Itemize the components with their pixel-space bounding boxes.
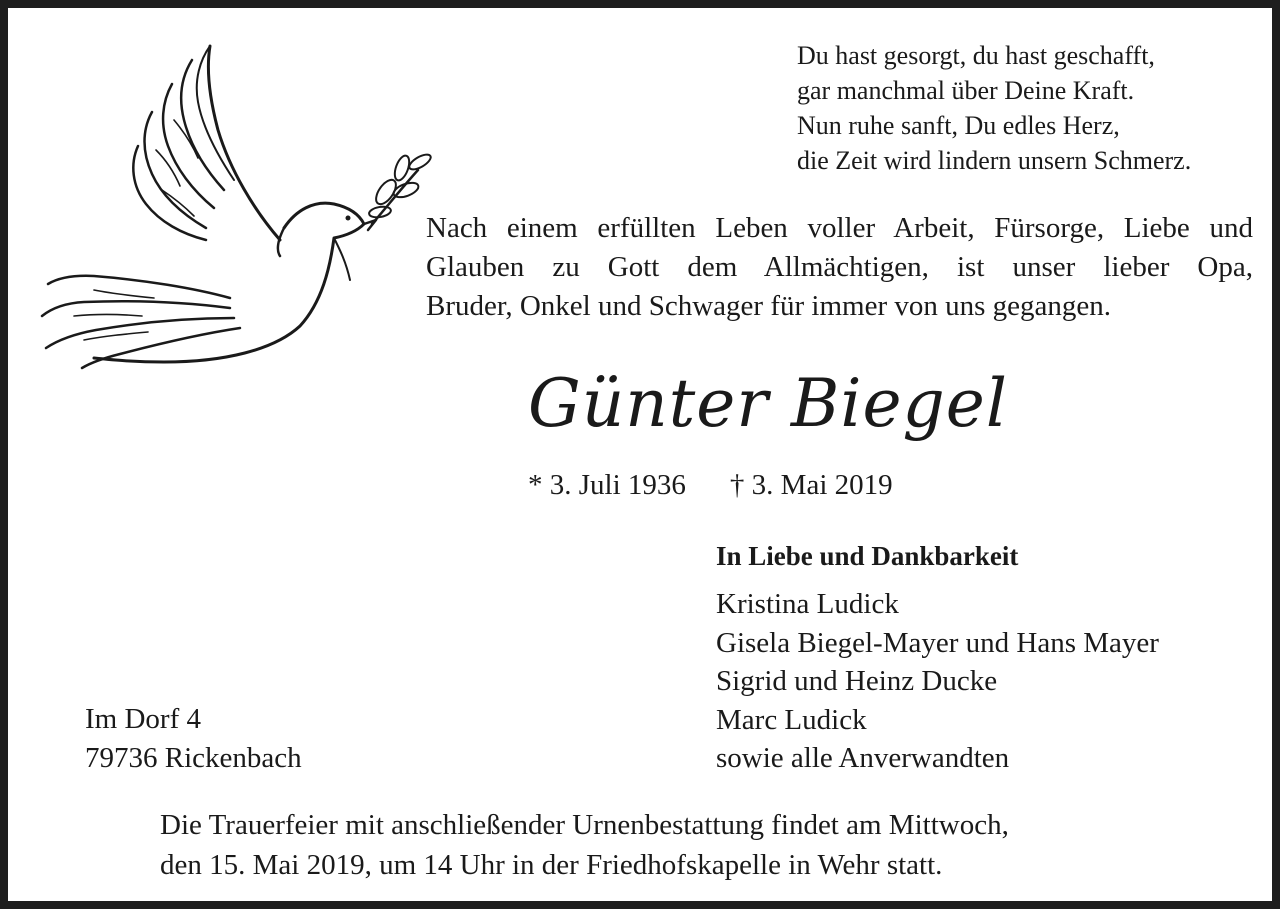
- mourner-name: Sigrid und Heinz Ducke: [716, 665, 998, 697]
- poem-line: Du hast gesorgt, du hast geschafft,: [797, 41, 1155, 70]
- funeral-line: Die Trauerfeier mit anschließender Urnenbestattung findet am Mittwoch,: [160, 809, 1009, 841]
- mourner-name: sowie alle Anverwandten: [716, 742, 1010, 774]
- deceased-name: Günter Biegel: [528, 365, 1008, 442]
- poem-line: Nun ruhe sanft, Du edles Herz,: [797, 111, 1120, 140]
- funeral-notice: [160, 805, 1009, 885]
- mourner-name: Gisela Biegel-Mayer und Hans Mayer: [716, 626, 1159, 659]
- intro-paragraph: [426, 209, 1253, 326]
- mourner-name: Kristina Ludick: [716, 588, 899, 620]
- intro-line: Glauben zu Gott dem Allmächtigen, ist unser lieber Opa,: [426, 251, 1253, 283]
- address-city: 79736 Rickenbach: [85, 741, 302, 774]
- dove-with-olive-branch-icon: [34, 40, 434, 376]
- mourner-name: Marc Ludick: [716, 703, 867, 736]
- birth-date: * 3. Juli 1936: [528, 469, 686, 501]
- mourners-list: [716, 585, 1159, 778]
- funeral-line: den 15. Mai 2019, um 14 Uhr in der Friedhofskapelle in Wehr statt.: [160, 849, 943, 881]
- intro-line: Nach einem erfüllten Leben voller Arbeit, Fürsorge, Liebe und: [426, 212, 1253, 244]
- address-street: Im Dorf 4: [85, 703, 201, 735]
- death-date: † 3. Mai 2019: [729, 469, 893, 501]
- intro-line: Bruder, Onkel und Schwager für immer von uns gegangen.: [426, 290, 1111, 322]
- poem-line: gar manchmal über Deine Kraft.: [797, 76, 1135, 105]
- poem: [797, 38, 1267, 178]
- life-dates: [528, 466, 893, 504]
- mourners-heading: In Liebe und Dankbarkeit: [716, 541, 1019, 571]
- poem-line: die Zeit wird lindern unsern Schmerz.: [797, 146, 1192, 175]
- address: [85, 700, 302, 777]
